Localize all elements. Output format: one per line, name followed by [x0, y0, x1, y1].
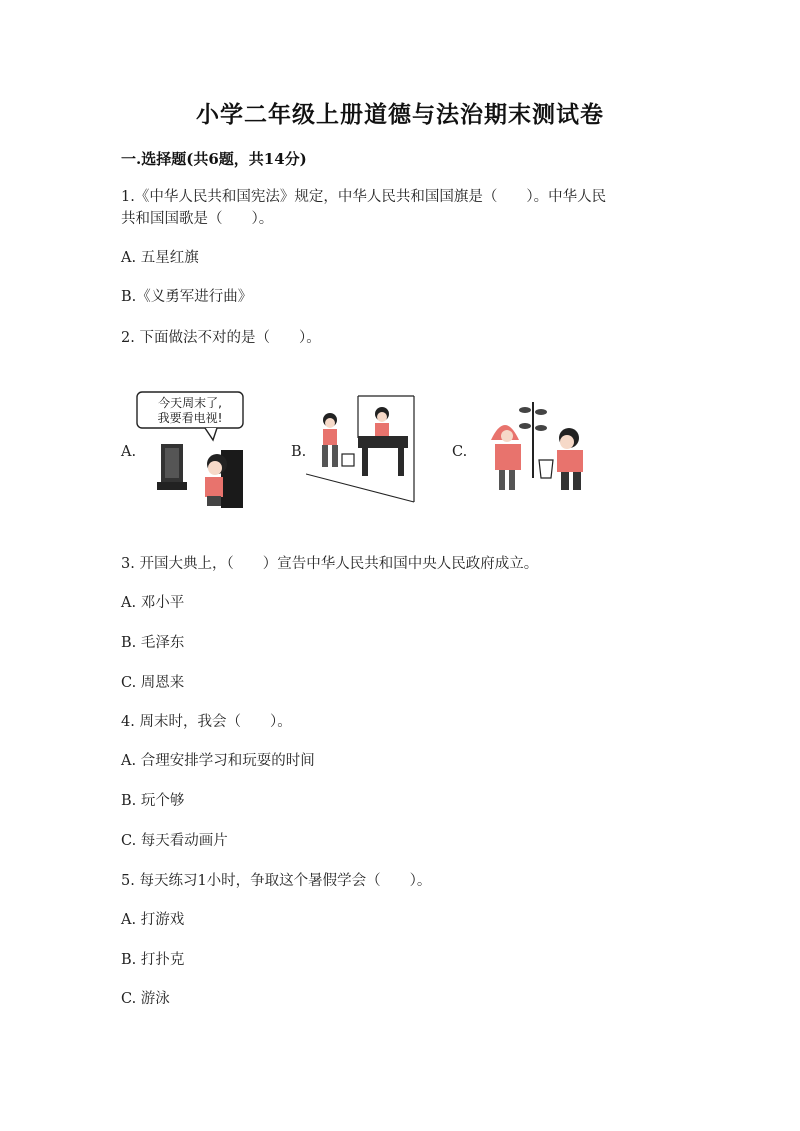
- question-2-option-c-label[interactable]: C.: [452, 444, 468, 460]
- question-3-text: 3. 开国大典上，（ ）宣告中华人民共和国中央人民政府成立。: [121, 556, 539, 572]
- question-3-option-b[interactable]: B. 毛泽东: [121, 635, 185, 651]
- question-4-option-a[interactable]: A. 合理安排学习和玩耍的时间: [121, 753, 315, 769]
- children-planting-tree-picture: [487, 400, 609, 494]
- question-2-option-c-picture[interactable]: [487, 400, 609, 494]
- page-title: 小学二年级上册道德与法治期末测试卷: [196, 101, 604, 128]
- children-cleaning-desk-picture: [306, 392, 418, 504]
- question-5-text: 5. 每天练习1小时，争取这个暑假学会（ ）。: [121, 873, 432, 889]
- question-5-option-c[interactable]: C. 游泳: [121, 991, 170, 1007]
- question-5-option-b[interactable]: B. 打扑克: [121, 952, 185, 968]
- question-2-option-a-label[interactable]: A.: [121, 444, 137, 460]
- question-4-text: 4. 周末时，我会（ ）。: [121, 714, 292, 730]
- question-2-text: 2. 下面做法不对的是（ ）。: [121, 330, 321, 346]
- question-1-option-b[interactable]: B.《义勇军进行曲》: [121, 289, 253, 305]
- question-1-text-line-1: 1.《中华人民共和国宪法》规定，中华人民共和国国旗是（ ）。中华人民: [121, 189, 607, 205]
- question-3-option-c[interactable]: C. 周恩来: [121, 675, 185, 691]
- boy-watching-tv-picture: [135, 388, 247, 510]
- question-1-text-line-2: 共和国国歌是（ ）。: [121, 211, 274, 227]
- question-1-option-a[interactable]: A. 五星红旗: [121, 250, 199, 266]
- question-3-option-a[interactable]: A. 邓小平: [121, 595, 185, 611]
- question-4-option-c[interactable]: C. 每天看动画片: [121, 833, 228, 849]
- section-heading: 一.选择题(共6题，共14分): [121, 150, 307, 168]
- question-2-option-a-picture[interactable]: [135, 388, 247, 510]
- question-5-option-a[interactable]: A. 打游戏: [121, 912, 185, 928]
- speech-bubble-line-2: 我要看电视!: [157, 411, 223, 425]
- question-2-option-b-label[interactable]: B.: [291, 444, 307, 460]
- question-2-option-b-picture[interactable]: [306, 392, 418, 504]
- speech-bubble-line-1: 今天周末了,: [158, 396, 222, 410]
- question-4-option-b[interactable]: B. 玩个够: [121, 793, 185, 809]
